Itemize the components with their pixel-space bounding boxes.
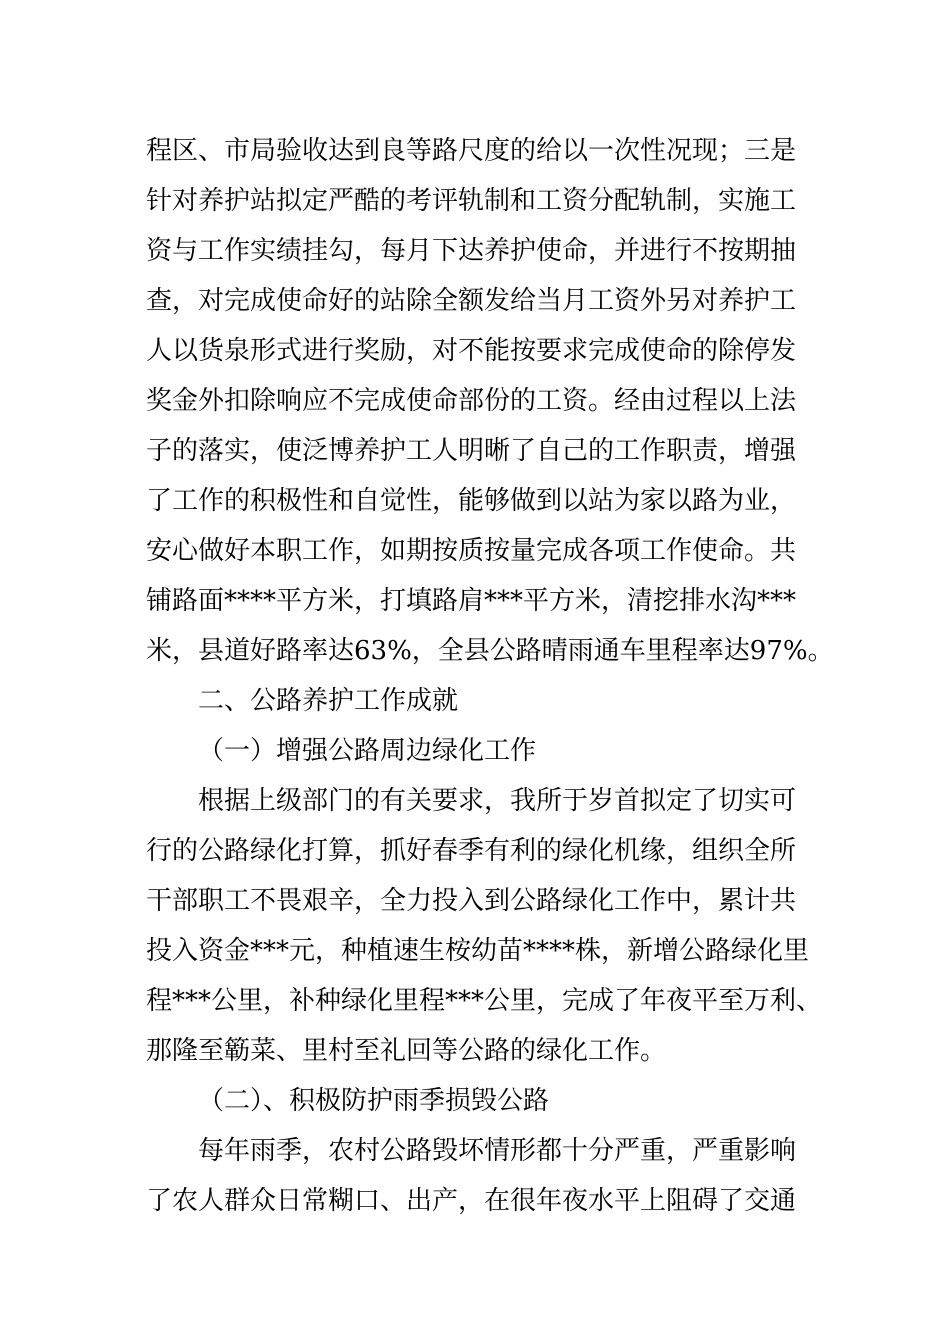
text-line: 针对养护站拟定严酷的考评轨制和工资分配轨制，实施工 <box>146 186 797 216</box>
document-body <box>146 126 834 1226</box>
text-line: 程区、市局验收达到良等路尺度的给以一次性况现；三是 <box>146 136 797 166</box>
text-line: 奖金外扣除响应不完成使命部份的工资。经由过程以上法 <box>146 386 797 416</box>
text-line: 干部职工不畏艰辛，全力投入到公路绿化工作中，累计共 <box>146 886 797 916</box>
text-line: 行的公路绿化打算，抓好春季有利的绿化机缘，组织全所 <box>146 836 797 866</box>
text-line: 子的落实，使泛博养护工人明晰了自己的工作职责，增强 <box>146 436 797 466</box>
text-line: 二、公路养护工作成就 <box>198 686 459 716</box>
text-line: 查，对完成使命好的站除全额发给当月工资外另对养护工 <box>146 286 797 316</box>
text-line: 人以货泉形式进行奖励，对不能按要求完成使命的除停发 <box>146 336 797 366</box>
text-line: 每年雨季，农村公路毁坏情形都十分严重，严重影响 <box>198 1136 797 1166</box>
text-line: 投入资金***元，种植速生桉幼苗****株，新增公路绿化里 <box>146 936 810 966</box>
text-line: 安心做好本职工作，如期按质按量完成各项工作使命。共 <box>146 536 797 566</box>
text-line: 那隆至簕菜、里村至礼回等公路的绿化工作。 <box>146 1036 667 1066</box>
text-line: 资与工作实绩挂勾，每月下达养护使命，并进行不按期抽 <box>146 236 797 266</box>
text-line: 了工作的积极性和自觉性，能够做到以站为家以路为业， <box>146 486 797 516</box>
text-line: 了农人群众日常糊口、出产，在很年夜水平上阻碍了交通 <box>146 1186 797 1216</box>
text-line: 米，县道好路率达63%，全县公路晴雨通车里程率达97%。 <box>146 636 834 666</box>
text-line: 铺路面****平方米，打填路肩***平方米，清挖排水沟*** <box>146 586 797 616</box>
text-line: （一）增强公路周边绿化工作 <box>198 736 537 766</box>
text-line: 根据上级部门的有关要求，我所于岁首拟定了切实可 <box>198 786 797 816</box>
text-line: 程***公里，补种绿化里程***公里，完成了年夜平至万利、 <box>146 986 823 1016</box>
text-line: （二）、积极防护雨季损毁公路 <box>198 1086 550 1116</box>
